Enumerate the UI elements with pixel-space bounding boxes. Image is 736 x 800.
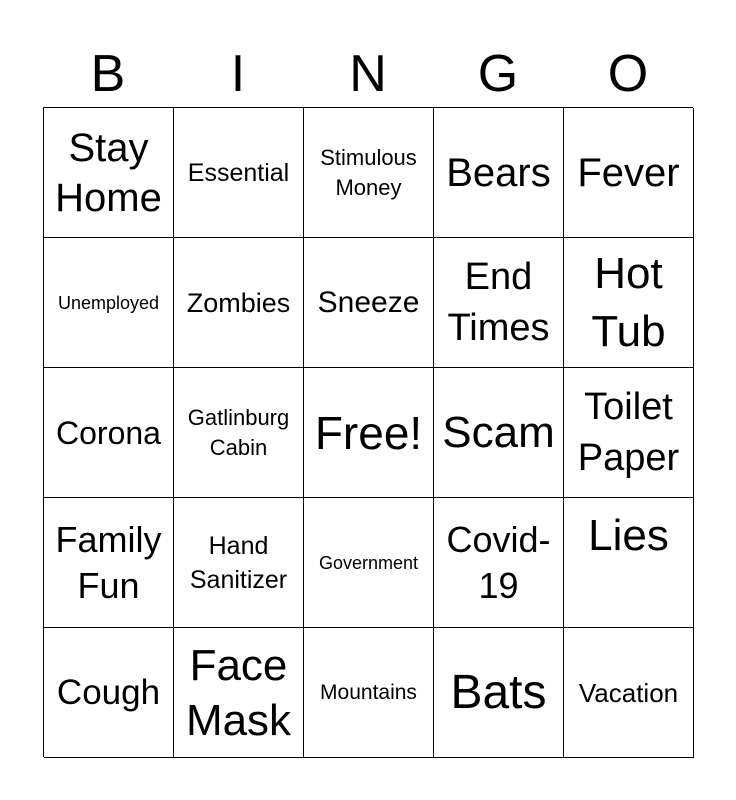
bingo-cell-text: Gatlinburg Cabin bbox=[187, 404, 290, 460]
header-letter-i: I bbox=[230, 45, 246, 103]
bingo-header bbox=[43, 42, 693, 106]
bingo-cell[interactable] bbox=[434, 498, 564, 628]
bingo-cell[interactable] bbox=[44, 368, 174, 498]
bingo-cell[interactable] bbox=[304, 108, 434, 238]
bingo-cell-text: Bears bbox=[446, 150, 551, 195]
bingo-cell[interactable] bbox=[174, 368, 304, 498]
header-letter-n: N bbox=[349, 45, 387, 103]
bingo-cell[interactable] bbox=[304, 498, 434, 628]
bingo-cell-text: Hand Sanitizer bbox=[189, 531, 288, 594]
bingo-cell-text: Mountains bbox=[320, 680, 417, 704]
bingo-cell-text: Lies bbox=[588, 511, 669, 560]
bingo-cell-text: Hot Tub bbox=[591, 248, 666, 356]
header-letter-g: G bbox=[477, 45, 519, 103]
bingo-cell-text: Government bbox=[318, 552, 419, 573]
bingo-cell[interactable] bbox=[434, 108, 564, 238]
bingo-cell-text: Stimulous Money bbox=[320, 144, 417, 200]
bingo-cell[interactable] bbox=[434, 628, 564, 758]
bingo-cell[interactable] bbox=[564, 498, 694, 628]
header-letter-b: B bbox=[90, 45, 126, 103]
bingo-cell[interactable] bbox=[174, 628, 304, 758]
bingo-cell[interactable] bbox=[174, 238, 304, 368]
bingo-cell[interactable] bbox=[304, 368, 434, 498]
bingo-cell-text: Free! bbox=[314, 406, 423, 459]
bingo-cell-text: Essential bbox=[187, 158, 290, 187]
bingo-cell[interactable] bbox=[564, 238, 694, 368]
bingo-cell[interactable] bbox=[564, 108, 694, 238]
bingo-cell-text: Vacation bbox=[578, 677, 679, 708]
bingo-cell-text: Sneeze bbox=[317, 285, 420, 319]
bingo-cell-text: Toilet Paper bbox=[577, 385, 680, 479]
bingo-cell[interactable] bbox=[564, 628, 694, 758]
bingo-card-grid bbox=[43, 107, 693, 757]
bingo-cell[interactable] bbox=[304, 238, 434, 368]
bingo-cell[interactable] bbox=[434, 238, 564, 368]
bingo-cell-text: Corona bbox=[56, 414, 161, 451]
bingo-cell[interactable] bbox=[44, 498, 174, 628]
bingo-cell[interactable] bbox=[44, 108, 174, 238]
bingo-cell-text: Unemployed bbox=[57, 292, 160, 313]
bingo-cell-text: Zombies bbox=[186, 287, 291, 318]
bingo-cell[interactable] bbox=[174, 498, 304, 628]
bingo-cell[interactable] bbox=[44, 238, 174, 368]
bingo-cell[interactable] bbox=[564, 368, 694, 498]
header-letter-o: O bbox=[607, 45, 649, 103]
bingo-cell[interactable] bbox=[304, 628, 434, 758]
bingo-cell-text: End Times bbox=[447, 255, 550, 349]
bingo-cell-text: Bats bbox=[450, 665, 547, 719]
bingo-cell[interactable] bbox=[434, 368, 564, 498]
bingo-cell-text: Face Mask bbox=[185, 640, 292, 745]
bingo-cell-text: Fever bbox=[577, 150, 680, 195]
bingo-cell-text: Cough bbox=[56, 672, 161, 712]
bingo-cell[interactable] bbox=[174, 108, 304, 238]
bingo-cell-text: Stay Home bbox=[55, 125, 162, 220]
bingo-cell-text: Family Fun bbox=[55, 518, 162, 606]
bingo-cell-text: Scam bbox=[442, 407, 555, 457]
bingo-cell[interactable] bbox=[44, 628, 174, 758]
bingo-cell-text: Covid- 19 bbox=[446, 518, 551, 606]
